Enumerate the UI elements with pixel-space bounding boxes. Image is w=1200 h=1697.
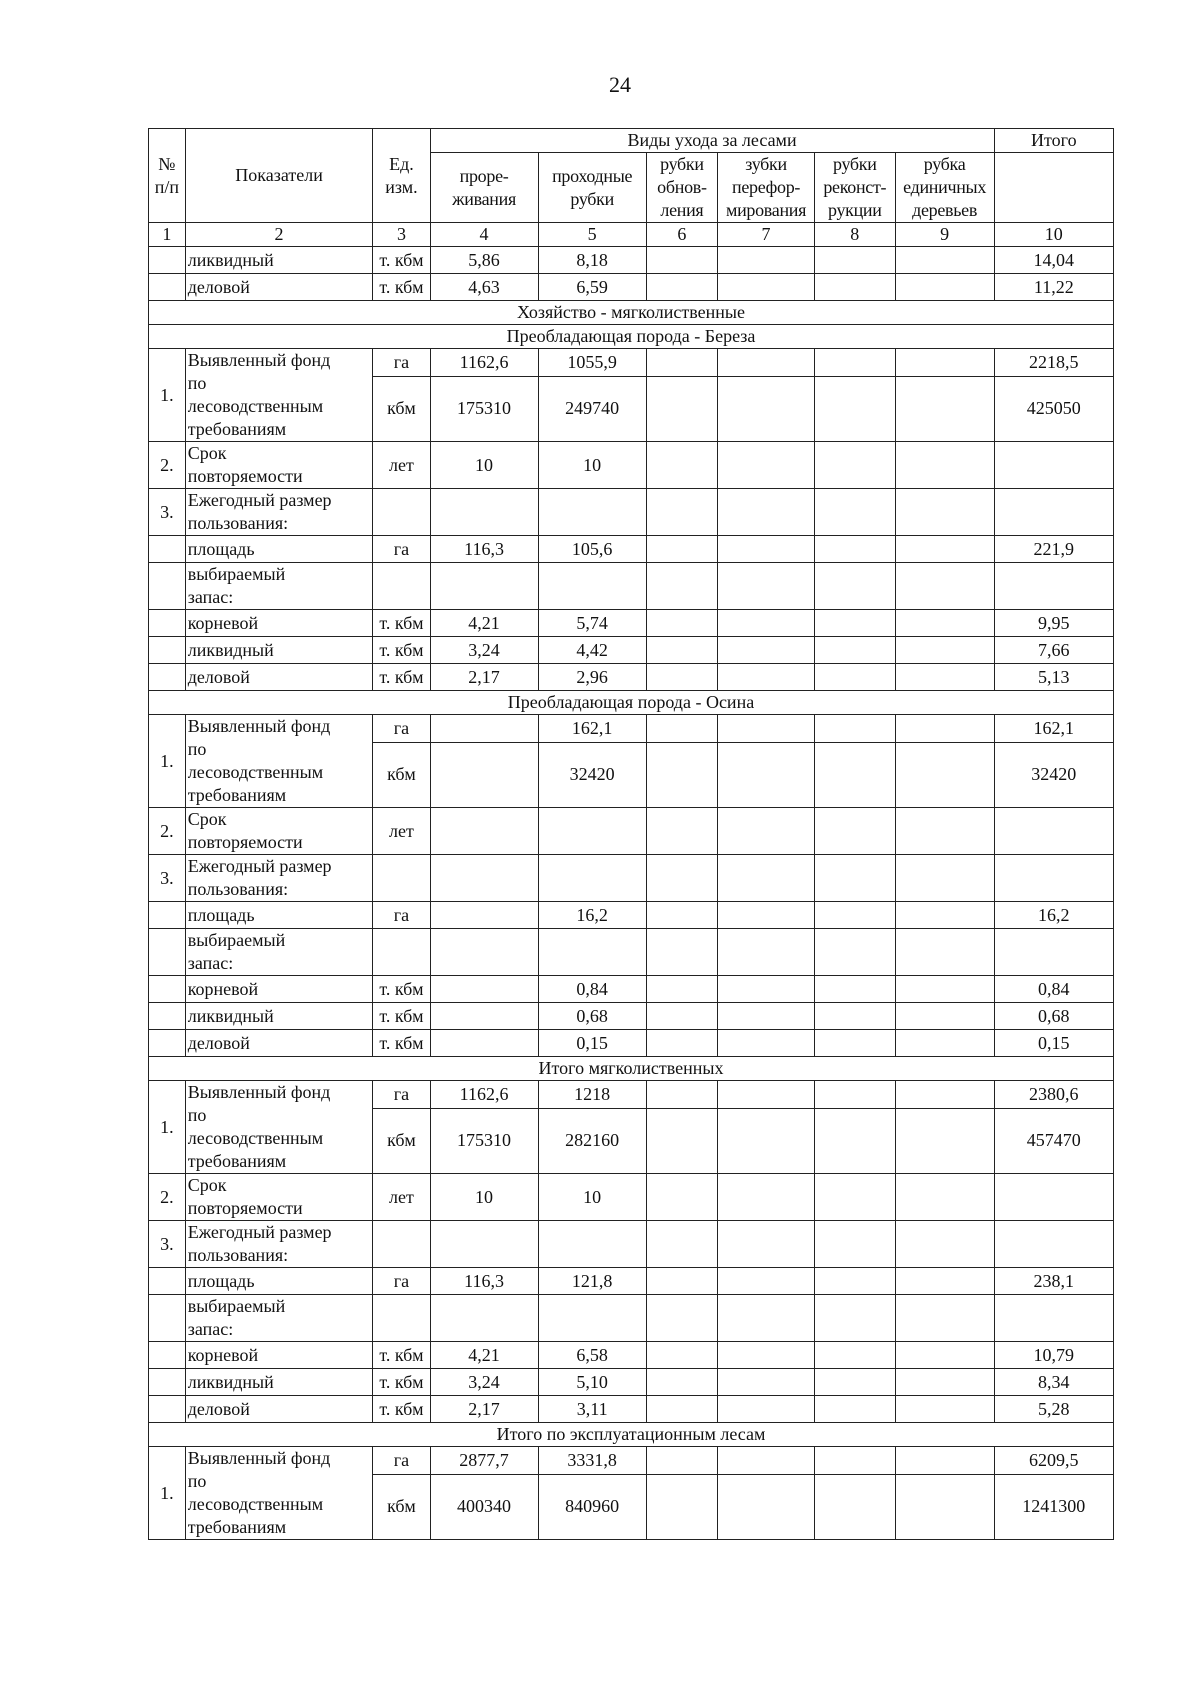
row-unit: лет bbox=[373, 808, 430, 855]
header-type-renewal-c: ления bbox=[660, 200, 704, 220]
cell-value: 840960 bbox=[538, 1474, 646, 1539]
label-line: требованиям bbox=[187, 1517, 287, 1537]
cell-total: 10,79 bbox=[994, 1342, 1113, 1369]
section-title: Итого мягколиственных bbox=[149, 1057, 1114, 1081]
row-label bbox=[185, 1081, 373, 1174]
cell-value: 162,1 bbox=[538, 715, 646, 743]
row-label: ликвидный bbox=[185, 637, 373, 664]
section-row bbox=[149, 325, 1114, 349]
col-number: 9 bbox=[895, 223, 994, 247]
row-unit: лет bbox=[373, 442, 430, 489]
cell-value: 6,58 bbox=[538, 1342, 646, 1369]
cell-total: 5,13 bbox=[994, 664, 1113, 691]
cell-total: 162,1 bbox=[994, 715, 1113, 743]
cell-value: 2877,7 bbox=[430, 1447, 538, 1475]
col-number: 3 bbox=[373, 223, 430, 247]
col-number: 2 bbox=[185, 223, 373, 247]
cell-value: 10 bbox=[538, 1174, 646, 1221]
table-row bbox=[149, 489, 1114, 536]
cell-total: 32420 bbox=[994, 742, 1113, 807]
col-number: 5 bbox=[538, 223, 646, 247]
cell-value: 5,74 bbox=[538, 610, 646, 637]
cell-total: 238,1 bbox=[994, 1268, 1113, 1295]
row-unit: га bbox=[373, 1268, 430, 1295]
row-index: 2. bbox=[149, 442, 186, 489]
header-unit-b: изм. bbox=[385, 176, 418, 197]
label-line: требованиям bbox=[187, 1151, 287, 1171]
header-num-b: п/п bbox=[154, 176, 179, 197]
label-line: выбираемый bbox=[187, 930, 286, 950]
label-line: запас: bbox=[187, 1319, 234, 1339]
table-row bbox=[149, 715, 1114, 743]
cell-value: 2,96 bbox=[538, 664, 646, 691]
header-type-passage-b: рубки bbox=[570, 188, 614, 209]
header-type-reconstruction-b: реконст- bbox=[823, 177, 887, 197]
row-index: 1. bbox=[149, 1081, 186, 1174]
header-type-renewal-a: рубки bbox=[660, 154, 704, 174]
cell-value: 32420 bbox=[538, 742, 646, 807]
col-number: 6 bbox=[646, 223, 717, 247]
row-index: 1. bbox=[149, 715, 186, 808]
col-number: 10 bbox=[994, 223, 1113, 247]
label-line: лесоводственным bbox=[187, 762, 324, 782]
row-label: корневой bbox=[185, 610, 373, 637]
cell-value: 5,86 bbox=[430, 247, 538, 274]
forest-care-table bbox=[148, 128, 1114, 1540]
label-line: Выявленный фонд bbox=[187, 716, 331, 736]
row-label bbox=[185, 1447, 373, 1540]
cell-value: 4,21 bbox=[430, 610, 538, 637]
label-line: пользования: bbox=[187, 1245, 289, 1265]
row-label bbox=[185, 855, 373, 902]
row-unit: т. кбм bbox=[373, 274, 430, 301]
row-label: корневой bbox=[185, 976, 373, 1003]
label-line: по bbox=[187, 1471, 207, 1491]
row-label bbox=[185, 715, 373, 808]
cell-total: 221,9 bbox=[994, 536, 1113, 563]
cell-value: 4,63 bbox=[430, 274, 538, 301]
row-label bbox=[185, 563, 373, 610]
table-row bbox=[149, 1369, 1114, 1396]
row-index: 1. bbox=[149, 349, 186, 442]
row-label: деловой bbox=[185, 1396, 373, 1423]
label-line: по bbox=[187, 739, 207, 759]
column-numbers-row bbox=[149, 223, 1114, 247]
section-title: Преобладающая порода - Береза bbox=[149, 325, 1114, 349]
col-number: 4 bbox=[430, 223, 538, 247]
label-line: выбираемый bbox=[187, 564, 286, 584]
cell-total: 1241300 bbox=[994, 1474, 1113, 1539]
label-line: повторяемости bbox=[187, 832, 303, 852]
header-type-reform-a: зубки bbox=[745, 154, 787, 174]
header-total: Итого bbox=[994, 129, 1113, 153]
cell-value: 0,68 bbox=[538, 1003, 646, 1030]
col-number: 7 bbox=[718, 223, 815, 247]
table-row bbox=[149, 563, 1114, 610]
row-unit: кбм bbox=[373, 1474, 430, 1539]
row-label: площадь bbox=[185, 1268, 373, 1295]
header-type-passage bbox=[538, 153, 646, 223]
table-row bbox=[149, 274, 1114, 301]
header-type-reform bbox=[718, 153, 815, 223]
header-type-single-trees-a: рубка bbox=[923, 154, 966, 174]
cell-value: 282160 bbox=[538, 1108, 646, 1173]
cell-value: 2,17 bbox=[430, 664, 538, 691]
table-row bbox=[149, 610, 1114, 637]
table-row bbox=[149, 1447, 1114, 1475]
section-row bbox=[149, 301, 1114, 325]
label-line: Ежегодный размер bbox=[187, 490, 332, 510]
row-unit: т. кбм bbox=[373, 1030, 430, 1057]
row-unit: т. кбм bbox=[373, 610, 430, 637]
row-label bbox=[185, 442, 373, 489]
table-row bbox=[149, 929, 1114, 976]
row-index: 3. bbox=[149, 855, 186, 902]
cell-value: 1162,6 bbox=[430, 349, 538, 377]
cell-value: 249740 bbox=[538, 376, 646, 441]
section-title: Преобладающая порода - Осина bbox=[149, 691, 1114, 715]
header-type-thinning bbox=[430, 153, 538, 223]
label-line: запас: bbox=[187, 953, 234, 973]
header-type-thinning-b: живания bbox=[452, 188, 516, 209]
section-row bbox=[149, 691, 1114, 715]
col-number: 8 bbox=[815, 223, 896, 247]
row-unit: га bbox=[373, 536, 430, 563]
row-label: площадь bbox=[185, 536, 373, 563]
row-index: 3. bbox=[149, 489, 186, 536]
label-line: лесоводственным bbox=[187, 396, 324, 416]
cell-value: 3,24 bbox=[430, 637, 538, 664]
row-index: 2. bbox=[149, 1174, 186, 1221]
label-line: требованиям bbox=[187, 785, 287, 805]
table-row bbox=[149, 349, 1114, 377]
header-type-reconstruction-a: рубки bbox=[833, 154, 877, 174]
row-unit: га bbox=[373, 1447, 430, 1475]
label-line: по bbox=[187, 373, 207, 393]
header-row-1 bbox=[149, 129, 1114, 153]
row-unit: т. кбм bbox=[373, 1003, 430, 1030]
label-line: Срок bbox=[187, 809, 227, 829]
header-type-renewal-b: обнов- bbox=[657, 177, 707, 197]
header-type-reconstruction-c: рукции bbox=[827, 200, 882, 220]
label-line: повторяемости bbox=[187, 1198, 303, 1218]
cell-value: 16,2 bbox=[538, 902, 646, 929]
table-row bbox=[149, 442, 1114, 489]
row-index: 3. bbox=[149, 1221, 186, 1268]
table-row bbox=[149, 637, 1114, 664]
section-title: Хозяйство - мягколиственные bbox=[149, 301, 1114, 325]
cell-value: 3,24 bbox=[430, 1369, 538, 1396]
label-line: Выявленный фонд bbox=[187, 1082, 331, 1102]
label-line: пользования: bbox=[187, 513, 289, 533]
row-index: 1. bbox=[149, 1447, 186, 1540]
table-row bbox=[149, 1396, 1114, 1423]
page-number: 24 bbox=[609, 72, 631, 97]
cell-value: 8,18 bbox=[538, 247, 646, 274]
label-line: пользования: bbox=[187, 879, 289, 899]
label-line: лесоводственным bbox=[187, 1128, 324, 1148]
row-label bbox=[185, 489, 373, 536]
cell-value: 116,3 bbox=[430, 536, 538, 563]
cell-total: 0,68 bbox=[994, 1003, 1113, 1030]
row-unit: лет bbox=[373, 1174, 430, 1221]
header-type-passage-a: проходные bbox=[552, 165, 633, 186]
label-line: лесоводственным bbox=[187, 1494, 324, 1514]
cell-value: 175310 bbox=[430, 1108, 538, 1173]
cell-total: 2380,6 bbox=[994, 1081, 1113, 1109]
header-types-group: Виды ухода за лесами bbox=[430, 129, 994, 153]
table-row bbox=[149, 664, 1114, 691]
header-type-thinning-a: проре- bbox=[459, 165, 509, 186]
label-line: запас: bbox=[187, 587, 234, 607]
label-line: Ежегодный размер bbox=[187, 856, 332, 876]
col-number: 1 bbox=[149, 223, 186, 247]
row-label bbox=[185, 1221, 373, 1268]
row-label bbox=[185, 808, 373, 855]
cell-value: 121,8 bbox=[538, 1268, 646, 1295]
table-row bbox=[149, 808, 1114, 855]
label-line: повторяемости bbox=[187, 466, 303, 486]
row-label: деловой bbox=[185, 1030, 373, 1057]
cell-total: 2218,5 bbox=[994, 349, 1113, 377]
header-num-a: № bbox=[158, 153, 176, 174]
table-row bbox=[149, 1003, 1114, 1030]
row-label bbox=[185, 1174, 373, 1221]
table-row bbox=[149, 1174, 1114, 1221]
row-unit: кбм bbox=[373, 1108, 430, 1173]
label-line: Выявленный фонд bbox=[187, 1448, 331, 1468]
cell-value: 1218 bbox=[538, 1081, 646, 1109]
row-label: деловой bbox=[185, 274, 373, 301]
row-unit: га bbox=[373, 715, 430, 743]
label-line: Ежегодный размер bbox=[187, 1222, 332, 1242]
cell-value: 4,21 bbox=[430, 1342, 538, 1369]
row-unit: т. кбм bbox=[373, 1396, 430, 1423]
table-row bbox=[149, 1342, 1114, 1369]
cell-value: 6,59 bbox=[538, 274, 646, 301]
header-type-reconstruction bbox=[815, 153, 896, 223]
cell-value: 1055,9 bbox=[538, 349, 646, 377]
row-unit: т. кбм bbox=[373, 664, 430, 691]
section-title: Итого по эксплуатационным лесам bbox=[149, 1423, 1114, 1447]
row-label: площадь bbox=[185, 902, 373, 929]
cell-value: 116,3 bbox=[430, 1268, 538, 1295]
cell-value: 105,6 bbox=[538, 536, 646, 563]
section-row bbox=[149, 1057, 1114, 1081]
header-type-reform-c: мирования bbox=[725, 200, 807, 220]
row-label: деловой bbox=[185, 664, 373, 691]
label-line: Выявленный фонд bbox=[187, 350, 331, 370]
header-type-single-trees-c: деревьев bbox=[912, 200, 978, 220]
cell-total: 16,2 bbox=[994, 902, 1113, 929]
label-line: выбираемый bbox=[187, 1296, 286, 1316]
cell-total: 8,34 bbox=[994, 1369, 1113, 1396]
table-row bbox=[149, 1268, 1114, 1295]
cell-value: 4,42 bbox=[538, 637, 646, 664]
table-row bbox=[149, 536, 1114, 563]
row-label: корневой bbox=[185, 1342, 373, 1369]
table-row bbox=[149, 247, 1114, 274]
header-type-renewal bbox=[646, 153, 717, 223]
row-unit: т. кбм bbox=[373, 1342, 430, 1369]
cell-value: 10 bbox=[430, 1174, 538, 1221]
cell-value: 1162,6 bbox=[430, 1081, 538, 1109]
cell-total: 7,66 bbox=[994, 637, 1113, 664]
cell-total: 14,04 bbox=[994, 247, 1113, 274]
cell-value: 3,11 bbox=[538, 1396, 646, 1423]
row-label: ликвидный bbox=[185, 1369, 373, 1396]
row-label: ликвидный bbox=[185, 1003, 373, 1030]
cell-value: 0,84 bbox=[538, 976, 646, 1003]
row-unit: кбм bbox=[373, 742, 430, 807]
row-unit: т. кбм bbox=[373, 976, 430, 1003]
header-type-single-trees-b: единичных bbox=[903, 177, 987, 197]
cell-total: 457470 bbox=[994, 1108, 1113, 1173]
cell-total: 6209,5 bbox=[994, 1447, 1113, 1475]
table-row bbox=[149, 1081, 1114, 1109]
section-row bbox=[149, 1423, 1114, 1447]
row-label bbox=[185, 929, 373, 976]
label-line: Срок bbox=[187, 443, 227, 463]
row-index: 2. bbox=[149, 808, 186, 855]
cell-value: 175310 bbox=[430, 376, 538, 441]
row-unit: т. кбм bbox=[373, 247, 430, 274]
table-row bbox=[149, 855, 1114, 902]
header-num bbox=[149, 129, 186, 223]
label-line: по bbox=[187, 1105, 207, 1125]
cell-total: 0,15 bbox=[994, 1030, 1113, 1057]
cell-value: 10 bbox=[430, 442, 538, 489]
row-unit: га bbox=[373, 349, 430, 377]
row-unit: т. кбм bbox=[373, 637, 430, 664]
row-unit: га bbox=[373, 1081, 430, 1109]
label-line: Срок bbox=[187, 1175, 227, 1195]
cell-total: 11,22 bbox=[994, 274, 1113, 301]
cell-value: 2,17 bbox=[430, 1396, 538, 1423]
table-row bbox=[149, 902, 1114, 929]
header-total-blank bbox=[994, 153, 1113, 223]
header-type-reform-b: перефор- bbox=[732, 177, 801, 197]
cell-total: 0,84 bbox=[994, 976, 1113, 1003]
cell-value: 5,10 bbox=[538, 1369, 646, 1396]
row-label bbox=[185, 349, 373, 442]
label-line: требованиям bbox=[187, 419, 287, 439]
row-label: ликвидный bbox=[185, 247, 373, 274]
table-row bbox=[149, 976, 1114, 1003]
row-label bbox=[185, 1295, 373, 1342]
cell-value: 10 bbox=[538, 442, 646, 489]
table-row bbox=[149, 1295, 1114, 1342]
table-row bbox=[149, 1030, 1114, 1057]
row-unit: га bbox=[373, 902, 430, 929]
row-unit: кбм bbox=[373, 376, 430, 441]
cell-value: 400340 bbox=[430, 1474, 538, 1539]
table-row bbox=[149, 1221, 1114, 1268]
cell-value: 3331,8 bbox=[538, 1447, 646, 1475]
cell-value: 0,15 bbox=[538, 1030, 646, 1057]
header-unit-a: Ед. bbox=[389, 153, 414, 174]
cell-total: 425050 bbox=[994, 376, 1113, 441]
header-unit bbox=[373, 129, 430, 223]
header-indicators: Показатели bbox=[185, 129, 373, 223]
header-type-single-trees bbox=[895, 153, 994, 223]
cell-total: 5,28 bbox=[994, 1396, 1113, 1423]
row-unit: т. кбм bbox=[373, 1369, 430, 1396]
cell-total: 9,95 bbox=[994, 610, 1113, 637]
